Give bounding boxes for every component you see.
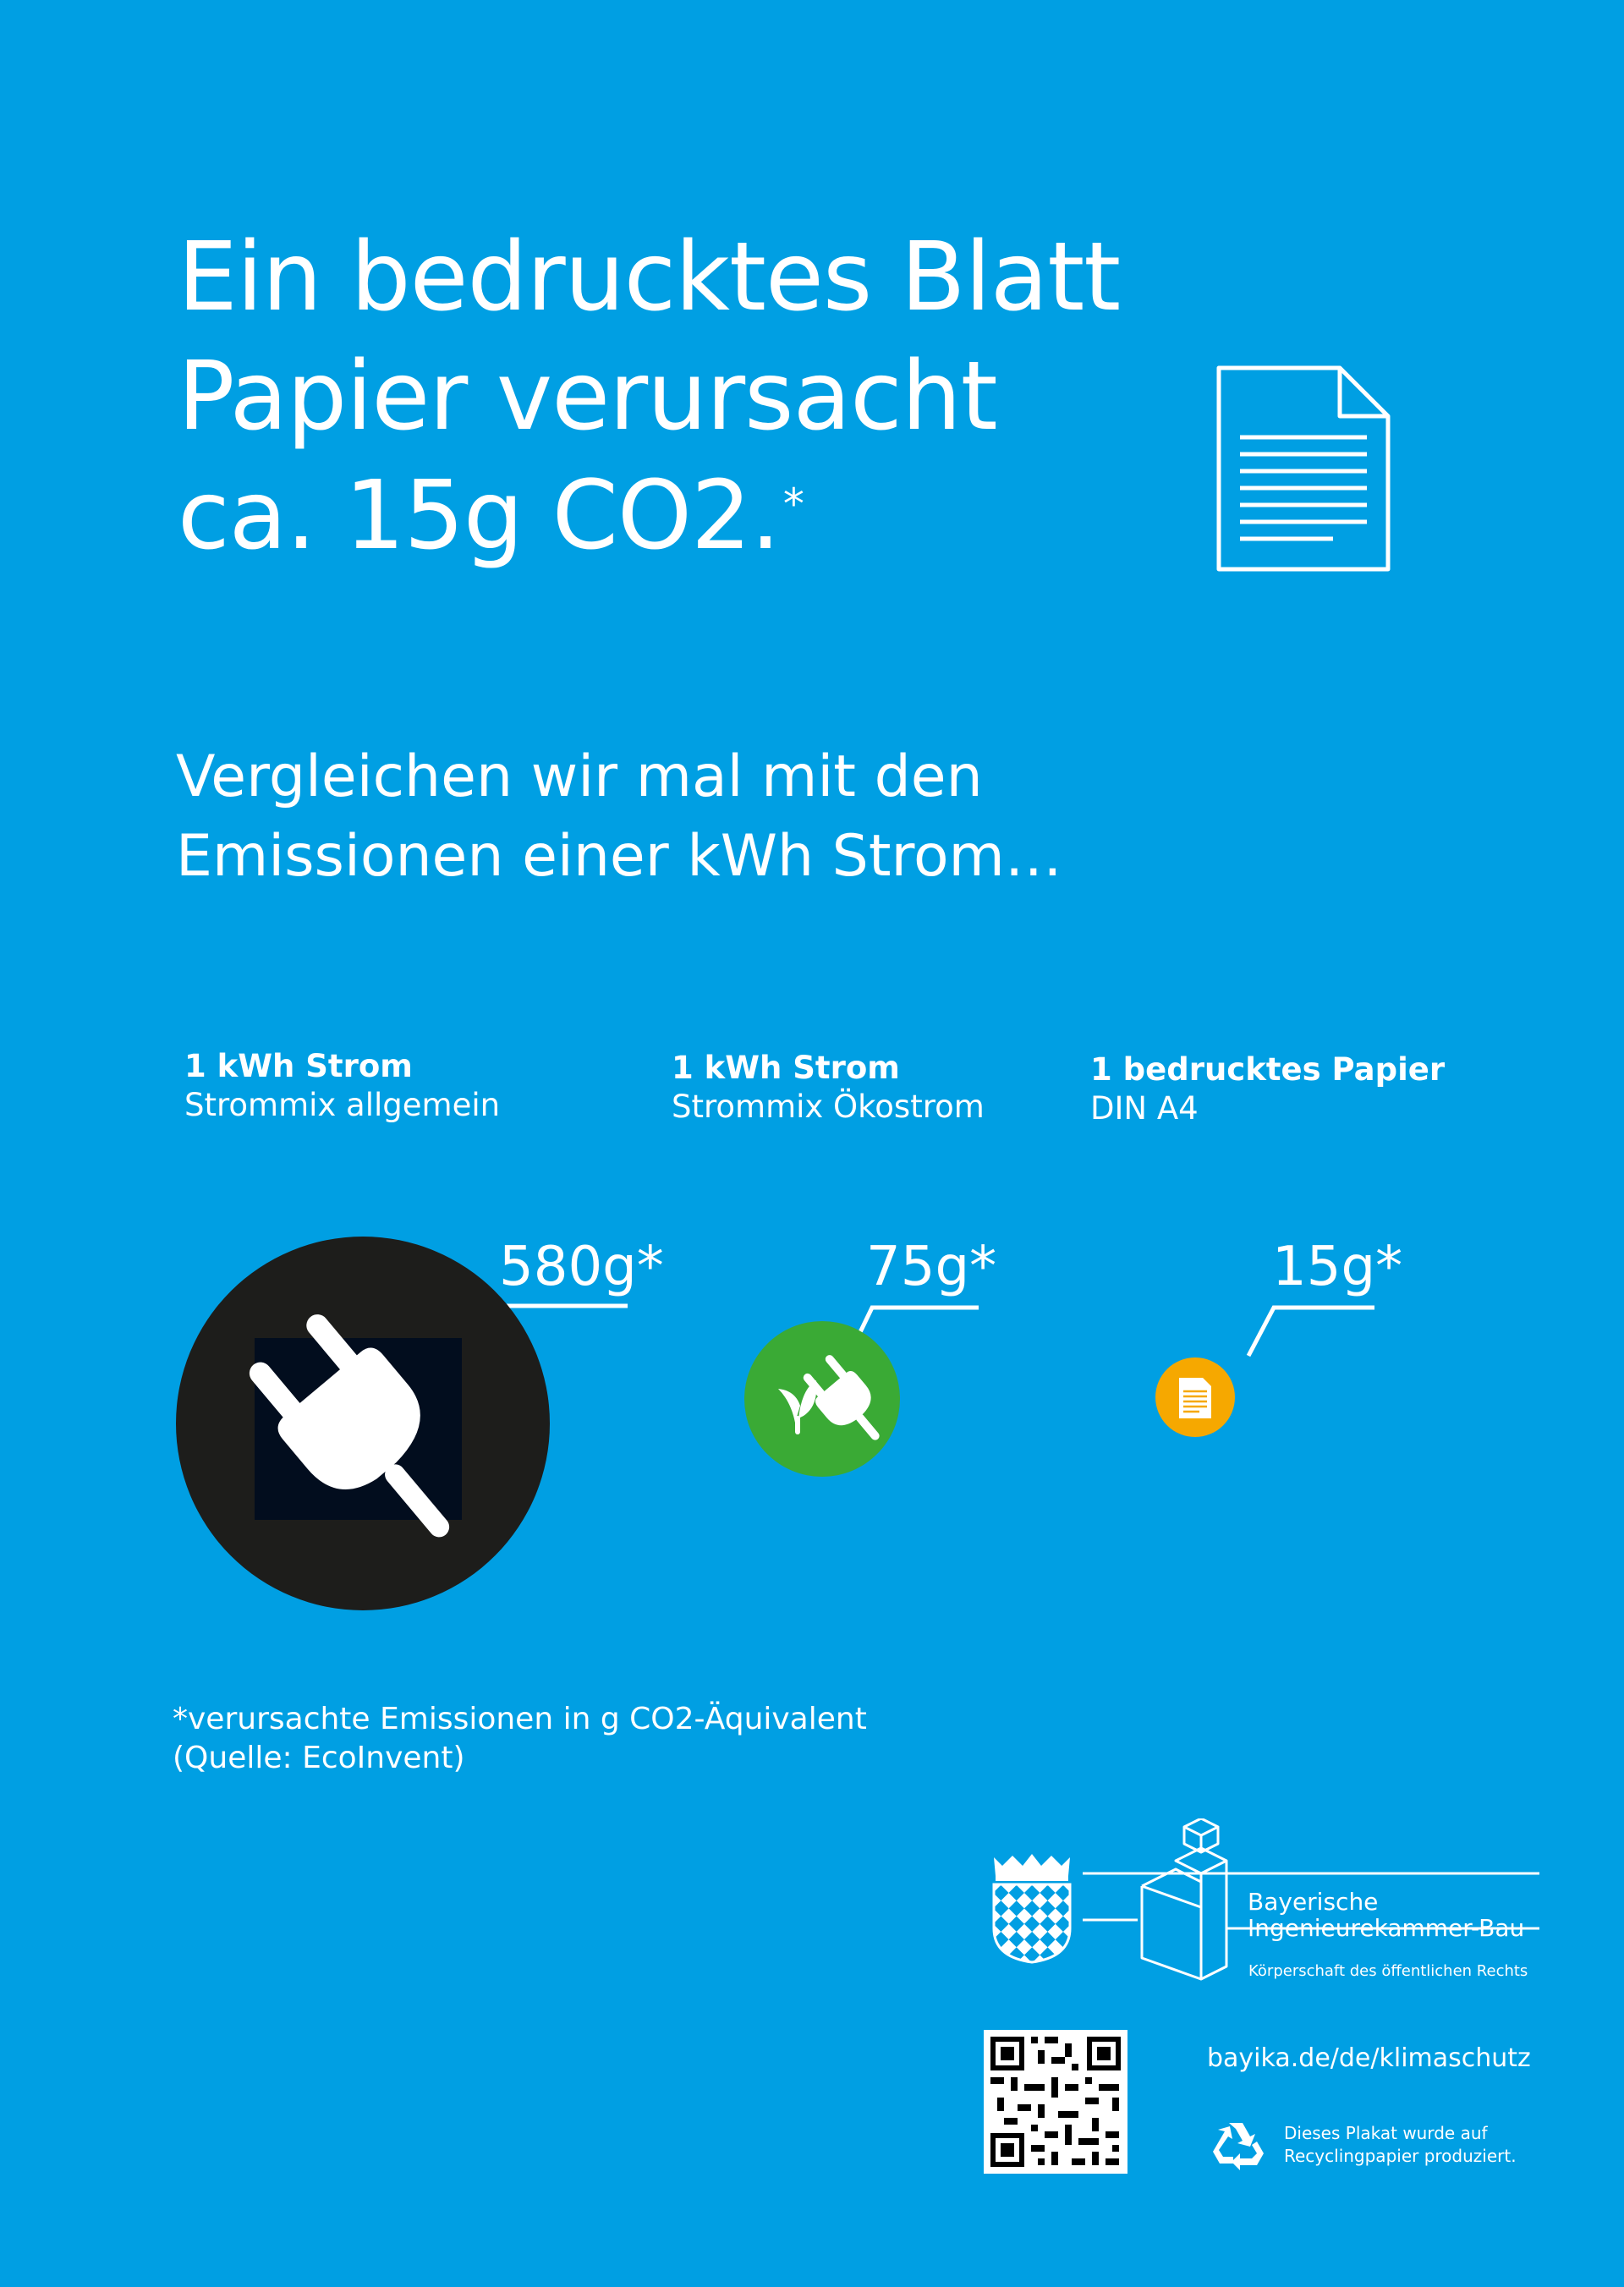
value-paper: 15g* — [1272, 1236, 1403, 1298]
leader-line-paper — [1248, 1308, 1374, 1356]
organization-name — [1248, 1889, 1524, 1941]
column-title: 1 kWh Strom — [672, 1050, 900, 1086]
recycle-icon — [1206, 2120, 1265, 2172]
value-general: 580g* — [499, 1236, 664, 1298]
organization-subtitle: Körperschaft des öffentlichen Rechts — [1248, 1962, 1528, 1980]
recycle-note — [1284, 2122, 1517, 2168]
headline-line-3-text: ca. 15g CO2. — [178, 461, 780, 571]
website-url-link[interactable]: bayika.de/de/klimaschutz — [1207, 2043, 1531, 2073]
column-subtitle: Strommix allgemein — [184, 1087, 501, 1123]
headline-line-1: Ein bedrucktes Blatt — [178, 222, 1121, 332]
plug-icon — [176, 1237, 550, 1610]
eco-plug-icon — [744, 1321, 900, 1477]
column-title: 1 kWh Strom — [184, 1048, 413, 1084]
headline-footnote-mark: * — [782, 480, 804, 529]
footnote-line-1: *verursachte Emissionen in g CO2-Äquivalent — [173, 1702, 867, 1736]
coat-of-arms-icon — [985, 1854, 1078, 1964]
recycle-note-line-2: Recyclingpapier produziert. — [1284, 2146, 1517, 2166]
qr-code-icon[interactable] — [984, 2030, 1127, 2174]
organization-name-line-2: Ingenieurekammer-Bau — [1248, 1914, 1525, 1942]
column-title: 1 bedrucktes Papier — [1090, 1051, 1446, 1088]
column-subtitle: Strommix Ökostrom — [672, 1089, 985, 1125]
organization-name-line-1: Bayerische — [1248, 1888, 1379, 1916]
intro-line-1: Vergleichen wir mal mit den — [176, 743, 983, 810]
intro-line-2: Emissionen einer kWh Strom… — [176, 823, 1062, 890]
column-subtitle: DIN A4 — [1090, 1090, 1199, 1127]
paper-icon — [1155, 1357, 1235, 1437]
recycle-note-line-1: Dieses Plakat wurde auf — [1284, 2123, 1488, 2143]
footnote — [173, 1700, 867, 1778]
footnote-line-2: (Quelle: EcoInvent) — [173, 1741, 465, 1775]
headline-line-2: Papier verursacht — [178, 342, 997, 452]
value-green: 75g* — [866, 1236, 997, 1298]
